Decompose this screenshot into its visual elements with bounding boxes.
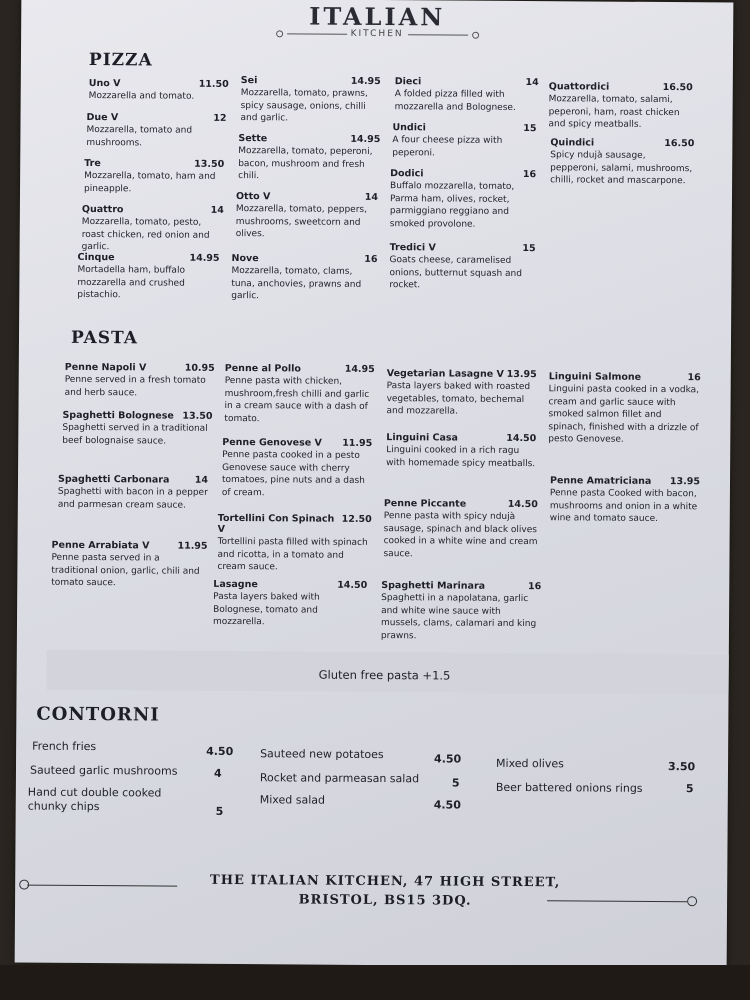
side-item-rocket-salad: Rocket and parmeasan salad 5 [259,771,460,790]
menu-item-pizza-undici: Undici 15 A four cheese pizza with peperoni. [392,122,537,158]
menu-item-pasta-penne-napoli: Penne Napoli V 10.95 Penne served in a fresh tomato and herb sauce. [64,361,215,398]
menu-item-pasta-tortellini: Tortellini Con Spinach V 12.50 Tortellini pasta filled with spinach and ricotta, in a tomato and cream sauce. [217,512,372,573]
menu-item-pizza-cinque: Cinque 14.95 Mortadella ham, buffalo mozzarella and crushed pistachio. [77,251,220,301]
menu-item-pizza-dodici: Dodici 16 Buffalo mozzarella, tomato, Parma ham, olives, rocket, parmiggiano reggiano and smoked provolone. [389,168,537,230]
menu-item-pasta-linguini-casa: Linguini Casa 14.50 Linguini cooked in a rich ragu with homemade spicy meatballs. [386,432,537,469]
menu-item-pasta-spaghetti-marinara: Spaghetti Marinara 16 Spaghetti in a napolatana, garlic and white wine sauce with mussels, clams, calamari and king prawns. [380,580,542,641]
side-item-mixed-olives: Mixed olives 3.50 [495,756,696,774]
menu-item-pizza-quattordici: Quattordici 16.50 Mozzarella, tomato, salami, peperoni, ham, roast chicken and spicy meatballs. [548,81,693,130]
menu-page [15,0,734,967]
side-item-french-fries: French fries 4.50 [32,739,234,759]
menu-item-pasta-penne-amatriciana: Penne Amatriciana 13.95 Penne pasta Cooked with bacon, mushrooms and onion in a white wine and tomato sauce. [549,475,701,524]
menu-item-pizza-sei: Sei 14.95 Mozzarella, tomato, prawns, spicy sausage, onions, chilli and garlic. [240,75,381,124]
menu-item-pizza-nove: Nove 16 Mozzarella, tomato, clams, tuna, anchovies, prawns and garlic. [231,253,378,302]
menu-item-pasta-penne-genovese: Penne Genovese V 11.95 Penne pasta cooked in a pesto Genovese sauce with cherry tomatoes, pine nuts and a dash of cream. [221,436,373,498]
brand-subtitle: KITCHEN [350,28,404,40]
side-item-chunky-chips: Hand cut double cooked chunky chips 5 [27,785,224,818]
section-title-pizza: PIZZA [88,49,153,71]
menu-item-pasta-vegetarian-lasagne: Vegetarian Lasagne V 13.95 Pasta layers baked with roasted vegetables, tomato, bechemal and mozzarella. [386,368,537,417]
menu-item-pasta-spaghetti-bolognese: Spaghetti Bolognese 13.50 Spaghetti served in a traditional beef bolognaise sauce. [62,409,213,447]
side-item-new-potatoes: Sauteed new potatoes 4.50 [260,747,462,766]
brand-logo [21,0,733,41]
gluten-free-note: Gluten free pasta +1.5 [318,667,451,683]
menu-item-pizza-tredici: Tredici V 15 Goats cheese, caramelised onions, butternut squash and rocket. [389,242,536,291]
menu-item-pizza-dieci: Dieci 14 A folded pizza filled with mozzarella and Bolognese. [394,76,539,113]
menu-item-pizza-otto: Otto V 14 Mozzarella, tomato, peppers, mushrooms, sweetcorn and olives. [235,191,379,240]
footer-address: THE ITALIAN KITCHEN, 47 HIGH STREET, BRISTOL, BS15 3DQ. [210,872,561,909]
ornament-dot-icon [472,31,479,38]
side-item-onion-rings: Beer battered onions rings 5 [495,780,694,796]
ornament-dot-icon [276,30,283,37]
menu-item-pasta-lasagne: Lasagne 14.50 Pasta layers baked with Bolognese, tomato and mozzarella. [212,578,368,628]
menu-item-pizza-tre: Tre 13.50 Mozzarella, tomato, ham and pineapple. [84,157,225,194]
menu-item-pizza-due: Due V 12 Mozzarella, tomato and mushrooms. [86,111,227,148]
brand-title: ITALIAN [309,1,446,32]
menu-item-pasta-penne-piccante: Penne Piccante 14.50 Penne pasta with spicy ndujà sausage, spinach and black olives cooked in a white wine and cream sauce. [383,498,538,559]
menu-item-pasta-penne-arrabiata: Penne Arrabiata V 11.95 Penne pasta served in a traditional onion, garlic, chili and tomato sauce. [51,539,208,589]
side-item-mixed-salad: Mixed salad 4.50 [259,793,461,812]
side-item-garlic-mushrooms: Sauteed garlic mushrooms 4 [29,763,222,780]
menu-item-pizza-quattro: Quattro 14 Mozzarella, tomato, pesto, roast chicken, red onion and garlic. [81,203,224,253]
section-title-pasta: PASTA [70,327,139,349]
table-surface [0,965,750,1000]
menu-item-pizza-quindici: Quindici 16.50 Spicy ndujà sausage, pepperoni, salami, mushrooms, chilli, rocket and mascarpone. [550,137,695,187]
menu-item-pasta-penne-al-pollo: Penne al Pollo 14.95 Penne pasta with chicken, mushroom,fresh chilli and garlic in a cream sauce with a dash of tomato. [224,362,375,424]
section-title-contorni: CONTORNI [36,703,160,726]
menu-item-pizza-sette: Sette 14.95 Mozzarella, tomato, peperoni, bacon, mushroom and fresh chili. [238,133,381,182]
ornament-dot-icon [687,896,697,906]
menu-item-pasta-linguini-salmone: Linguini Salmone 16 Linguini pasta cooked in a vodka, cream and garlic sauce with smoked salmon fillet and spinach, finished with a drizzle of pesto Genovese. [548,371,701,445]
menu-item-pizza-uno: Uno V 11.50 Mozzarella and tomato. [88,77,229,102]
menu-item-pasta-spaghetti-carbonara: Spaghetti Carbonara 14 Spaghetti with bacon in a pepper and parmesan cream sauce. [57,473,209,511]
